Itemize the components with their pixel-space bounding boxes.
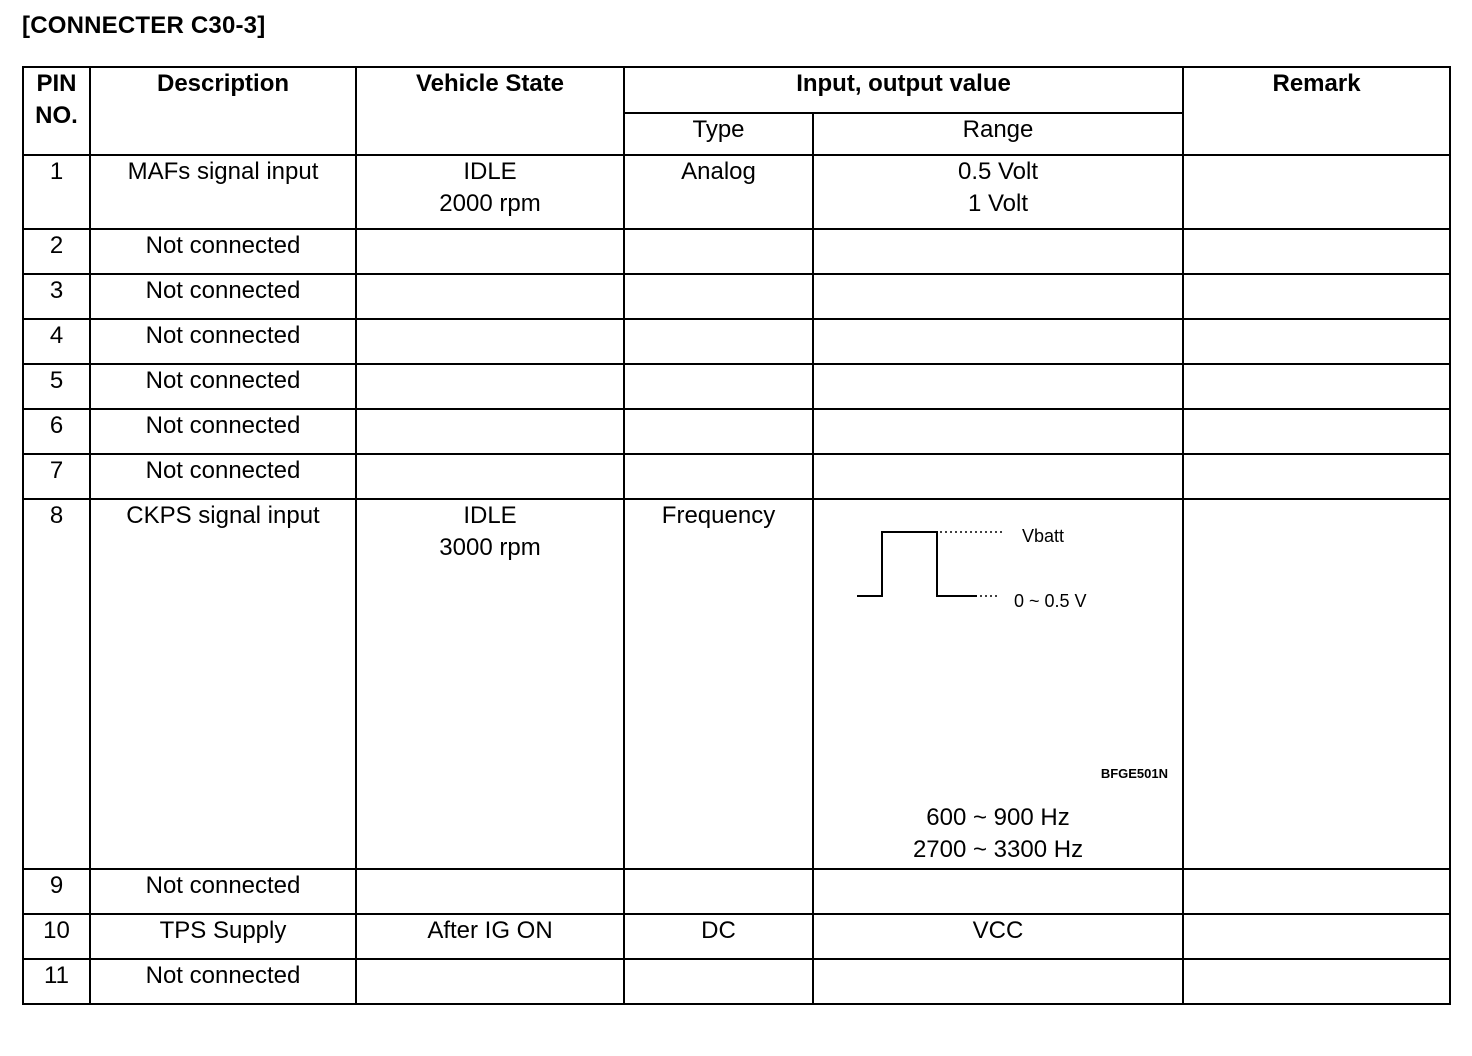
range-line: VCC [972, 917, 1024, 944]
table-row [23, 869, 1450, 914]
description-cell [90, 364, 356, 409]
vehicle-state-cell [356, 454, 624, 499]
vehicle-state-cell [356, 319, 624, 364]
table-row [23, 409, 1450, 454]
pin-number: 4 [49, 322, 64, 349]
range-cell [813, 959, 1183, 1004]
table-row [23, 319, 1450, 364]
remark-cell [1183, 229, 1450, 274]
high-voltage-label: Vbatt [1022, 526, 1065, 546]
vehicle-state-cell [356, 155, 624, 229]
description-text: CKPS signal input [126, 502, 320, 529]
description-cell [90, 155, 356, 229]
vehicle-state-cell [356, 869, 624, 914]
remark-cell [1183, 454, 1450, 499]
pin-cell [23, 364, 90, 409]
remark-cell [1183, 364, 1450, 409]
table-row [23, 959, 1450, 1004]
pin-number: 6 [49, 412, 64, 439]
type-cell [624, 454, 813, 499]
remark-cell [1183, 155, 1450, 229]
pin-cell [23, 274, 90, 319]
frequency-range [814, 802, 1182, 866]
remark-cell [1183, 959, 1450, 1004]
description-text: Not connected [145, 412, 301, 439]
description-cell [90, 499, 356, 869]
vehicle-state-cell [356, 959, 624, 1004]
header-description: Description [90, 67, 356, 155]
remark-cell [1183, 409, 1450, 454]
description-text: Not connected [145, 872, 301, 899]
pin-number: 8 [49, 502, 64, 529]
remark-cell [1183, 274, 1450, 319]
vehicle-state-line: IDLE [463, 502, 517, 529]
type-text: DC [701, 917, 736, 944]
type-cell [624, 155, 813, 229]
range-cell [813, 409, 1183, 454]
vehicle-state-line: 3000 rpm [439, 534, 541, 561]
pin-cell [23, 155, 90, 229]
range-line: 1 Volt [967, 190, 1029, 217]
range-cell [813, 499, 1183, 869]
pin-number: 9 [49, 872, 64, 899]
pin-number: 11 [44, 962, 69, 989]
header-remark: Remark [1183, 67, 1450, 155]
pin-cell [23, 454, 90, 499]
remark-cell [1183, 869, 1450, 914]
description-cell [90, 959, 356, 1004]
pin-number: 2 [49, 232, 64, 259]
range-cell [813, 155, 1183, 229]
pin-number: 7 [49, 457, 64, 484]
range-cell [813, 319, 1183, 364]
description-cell [90, 274, 356, 319]
pin-cell [23, 914, 90, 959]
range-line: 0.5 Volt [957, 158, 1039, 185]
low-voltage-label: 0 ~ 0.5 V [1014, 591, 1087, 611]
table-row [23, 364, 1450, 409]
type-cell [624, 869, 813, 914]
table-row [23, 155, 1450, 229]
description-text: Not connected [145, 322, 301, 349]
range-cell [813, 274, 1183, 319]
type-cell [624, 409, 813, 454]
pin-cell [23, 319, 90, 364]
figure-code: BFGE501N [1100, 766, 1169, 781]
description-text: Not connected [145, 962, 301, 989]
range-cell [813, 229, 1183, 274]
header-io-value: Input, output value [624, 67, 1183, 113]
type-text: Frequency [661, 502, 776, 529]
pulse-signal-line [857, 532, 977, 596]
description-cell [90, 454, 356, 499]
range-cell [813, 869, 1183, 914]
description-text: Not connected [145, 367, 301, 394]
description-cell [90, 409, 356, 454]
pin-number: 1 [49, 158, 64, 185]
description-cell [90, 869, 356, 914]
vehicle-state-cell [356, 274, 624, 319]
vehicle-state-cell [356, 364, 624, 409]
pin-cell [23, 959, 90, 1004]
vehicle-state-cell [356, 229, 624, 274]
description-cell [90, 914, 356, 959]
pin-number: 3 [49, 277, 64, 304]
connector-title: [CONNECTER C30-3] [22, 12, 266, 39]
range-cell [813, 364, 1183, 409]
type-cell [624, 914, 813, 959]
vehicle-state-cell [356, 499, 624, 869]
table-row [23, 454, 1450, 499]
pin-spec-table [22, 66, 1451, 1005]
remark-cell [1183, 319, 1450, 364]
header-pin-no: PIN NO. [23, 67, 90, 155]
header-vehicle-state: Vehicle State [356, 67, 624, 155]
header-type: Type [624, 113, 813, 155]
type-text: Analog [681, 158, 756, 185]
description-text: Not connected [145, 457, 301, 484]
vehicle-state-line: 2000 rpm [439, 190, 541, 217]
range-cell [813, 454, 1183, 499]
description-cell [90, 319, 356, 364]
pin-number: 10 [43, 917, 70, 944]
description-cell [90, 229, 356, 274]
vehicle-state-cell [356, 914, 624, 959]
remark-cell [1183, 914, 1450, 959]
pin-cell [23, 499, 90, 869]
header-range: Range [813, 113, 1183, 155]
pin-number: 5 [49, 367, 64, 394]
pin-cell [23, 409, 90, 454]
vehicle-state-line: After IG ON [427, 917, 553, 944]
range-line: 600 ~ 900 Hz [926, 804, 1070, 831]
type-cell [624, 364, 813, 409]
type-cell [624, 274, 813, 319]
table-row [23, 274, 1450, 319]
type-cell [624, 319, 813, 364]
type-cell [624, 229, 813, 274]
vehicle-state-cell [356, 409, 624, 454]
vehicle-state-line: IDLE [463, 158, 517, 185]
description-text: Not connected [145, 232, 301, 259]
range-cell [813, 914, 1183, 959]
description-text: Not connected [145, 277, 301, 304]
table-row [23, 914, 1450, 959]
description-text: TPS Supply [159, 917, 287, 944]
pulse-waveform-diagram [852, 528, 1152, 618]
description-text: MAFs signal input [127, 158, 319, 185]
pin-cell [23, 869, 90, 914]
table-row [23, 229, 1450, 274]
range-line: 2700 ~ 3300 Hz [912, 836, 1084, 863]
type-cell [624, 959, 813, 1004]
table-row [23, 499, 1450, 869]
remark-cell [1183, 499, 1450, 869]
type-cell [624, 499, 813, 869]
pin-cell [23, 229, 90, 274]
